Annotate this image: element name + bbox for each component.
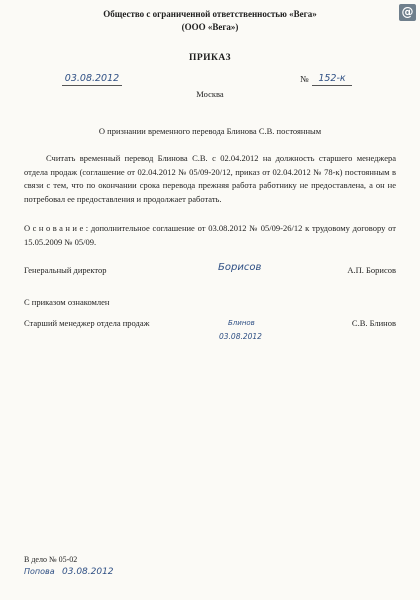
document-title: ПРИКАЗ: [188, 53, 232, 63]
employee-sign-date: 03.08.2012: [219, 332, 262, 341]
employee-name: С.В. Блинов: [351, 318, 396, 328]
city: Москва: [196, 89, 224, 99]
order-subject: О признании временного перевода Блинова С.В. постоянным: [98, 126, 322, 136]
at-sign-icon[interactable]: @: [399, 4, 416, 21]
basis-text: : дополнительное соглашение от 03.08.2012 № 05/09-26/12 к трудовому договору от 15.05.2009 № 05/09.: [24, 223, 396, 247]
archive-date: 03.08.2012: [62, 567, 114, 577]
basis-label: Основание: [24, 223, 86, 233]
director-row: [24, 265, 396, 278]
director-position: Генеральный директор: [24, 265, 107, 275]
employee-signature: Блинов: [228, 319, 255, 327]
archive-signature: Попова: [24, 567, 55, 576]
order-number-label: №: [300, 74, 309, 84]
order-date: 03.08.2012: [62, 73, 122, 86]
employee-position: Старший менеджер отдела продаж: [24, 318, 150, 328]
order-basis: [24, 222, 396, 249]
archive-label: В дело № 05-02: [24, 555, 78, 564]
organization-short-name: (ООО «Вега»): [181, 22, 239, 32]
organization-full-name: Общество с ограниченной ответственностью «Вега»: [103, 9, 317, 19]
director-name: А.П. Борисов: [347, 265, 396, 275]
director-signature: Борисов: [218, 262, 262, 273]
order-number: 152-к: [312, 73, 352, 86]
order-body: Считать временный перевод Блинова С.В. с 02.04.2012 на должность старшего менеджера отдела продаж (соглашение от 02.04.2012 № 05/09-20/12, приказ от 02.04.2012 № 78-к) постоянным в связи с тем, что по окончании срока перевода прежняя работа работнику не предоставлена, а он не потребовал ее предоставления и продолжает работать.: [24, 153, 396, 204]
familiarized-label: С приказом ознакомлен: [24, 297, 110, 307]
employee-row: [24, 318, 396, 331]
